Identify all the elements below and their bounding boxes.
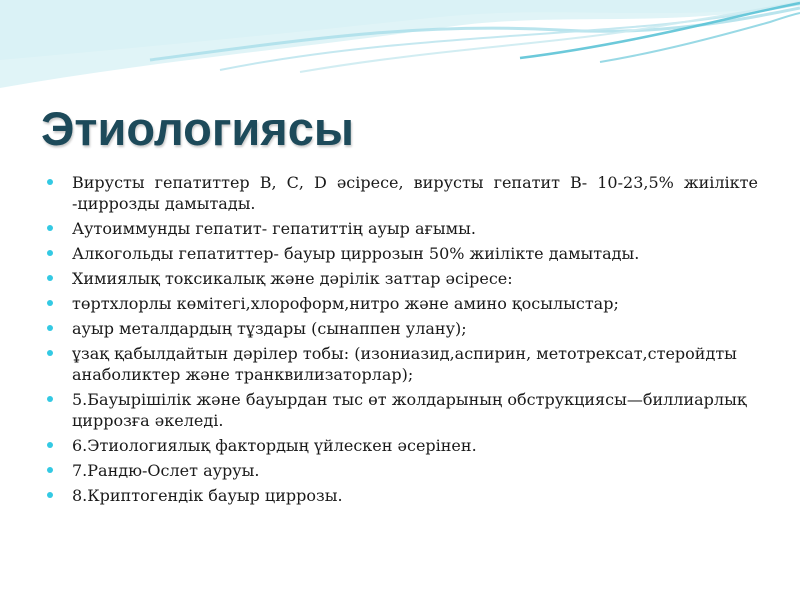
bullet-marker-icon <box>47 442 53 448</box>
decorative-wave-header <box>0 0 800 110</box>
bullet-marker-icon <box>47 467 53 473</box>
bullet-marker-icon <box>47 250 53 256</box>
bullet-marker-icon <box>47 179 53 185</box>
list-item <box>46 268 758 289</box>
bullet-marker-icon <box>47 225 53 231</box>
bullet-marker-icon <box>47 350 53 356</box>
list-item <box>46 460 758 481</box>
list-item <box>46 343 758 385</box>
list-item <box>46 172 758 214</box>
list-item <box>46 485 758 506</box>
list-item-text: Алкогольды гепатиттер- бауыр циррозын 50% жиілікте дамытады. <box>72 244 640 263</box>
list-item <box>46 218 758 239</box>
list-item-text: 7.Рандю-Ослет ауруы. <box>72 461 260 480</box>
slide-title: Этиологиясы <box>41 102 355 155</box>
list-item <box>46 243 758 264</box>
list-item-text: ұзақ қабылдайтын дәрілер тобы: (изониазид,аспирин, метотрексат,стеройдты анаболиктер және транквилизаторлар); <box>72 344 737 384</box>
list-item <box>46 389 758 431</box>
list-item-text: төртхлорлы көмітегі,хлороформ,нитро және амино қосылыстар; <box>72 294 619 313</box>
list-item <box>46 293 758 314</box>
bullet-list <box>46 172 758 510</box>
list-item <box>46 435 758 456</box>
list-item-text: Аутоиммунды гепатит- гепатиттің ауыр ағымы. <box>72 219 476 238</box>
bullet-marker-icon <box>47 300 53 306</box>
bullet-marker-icon <box>47 492 53 498</box>
list-item-text: ауыр металдардың тұздары (сынаппен улану); <box>72 319 467 338</box>
list-item-text: 6.Этиологиялық фактордың үйлескен әсерінен. <box>72 436 477 455</box>
list-item <box>46 318 758 339</box>
bullet-marker-icon <box>47 325 53 331</box>
list-item-text: 5.Бауырішілік және бауырдан тыс өт жолдарының обструкциясы—биллиарлық циррозға әкеледі. <box>72 390 747 430</box>
bullet-marker-icon <box>47 275 53 281</box>
bullet-marker-icon <box>47 396 53 402</box>
list-item-text: Химиялық токсикалық және дәрілік заттар әсіресе: <box>72 269 513 288</box>
list-item-text: Вирусты гепатиттер В, С, D әсіресе, вирусты гепатит В- 10-23,5% жиілікте -циррозды дамытады. <box>72 173 758 213</box>
list-item-text: 8.Криптогендік бауыр циррозы. <box>72 486 343 505</box>
